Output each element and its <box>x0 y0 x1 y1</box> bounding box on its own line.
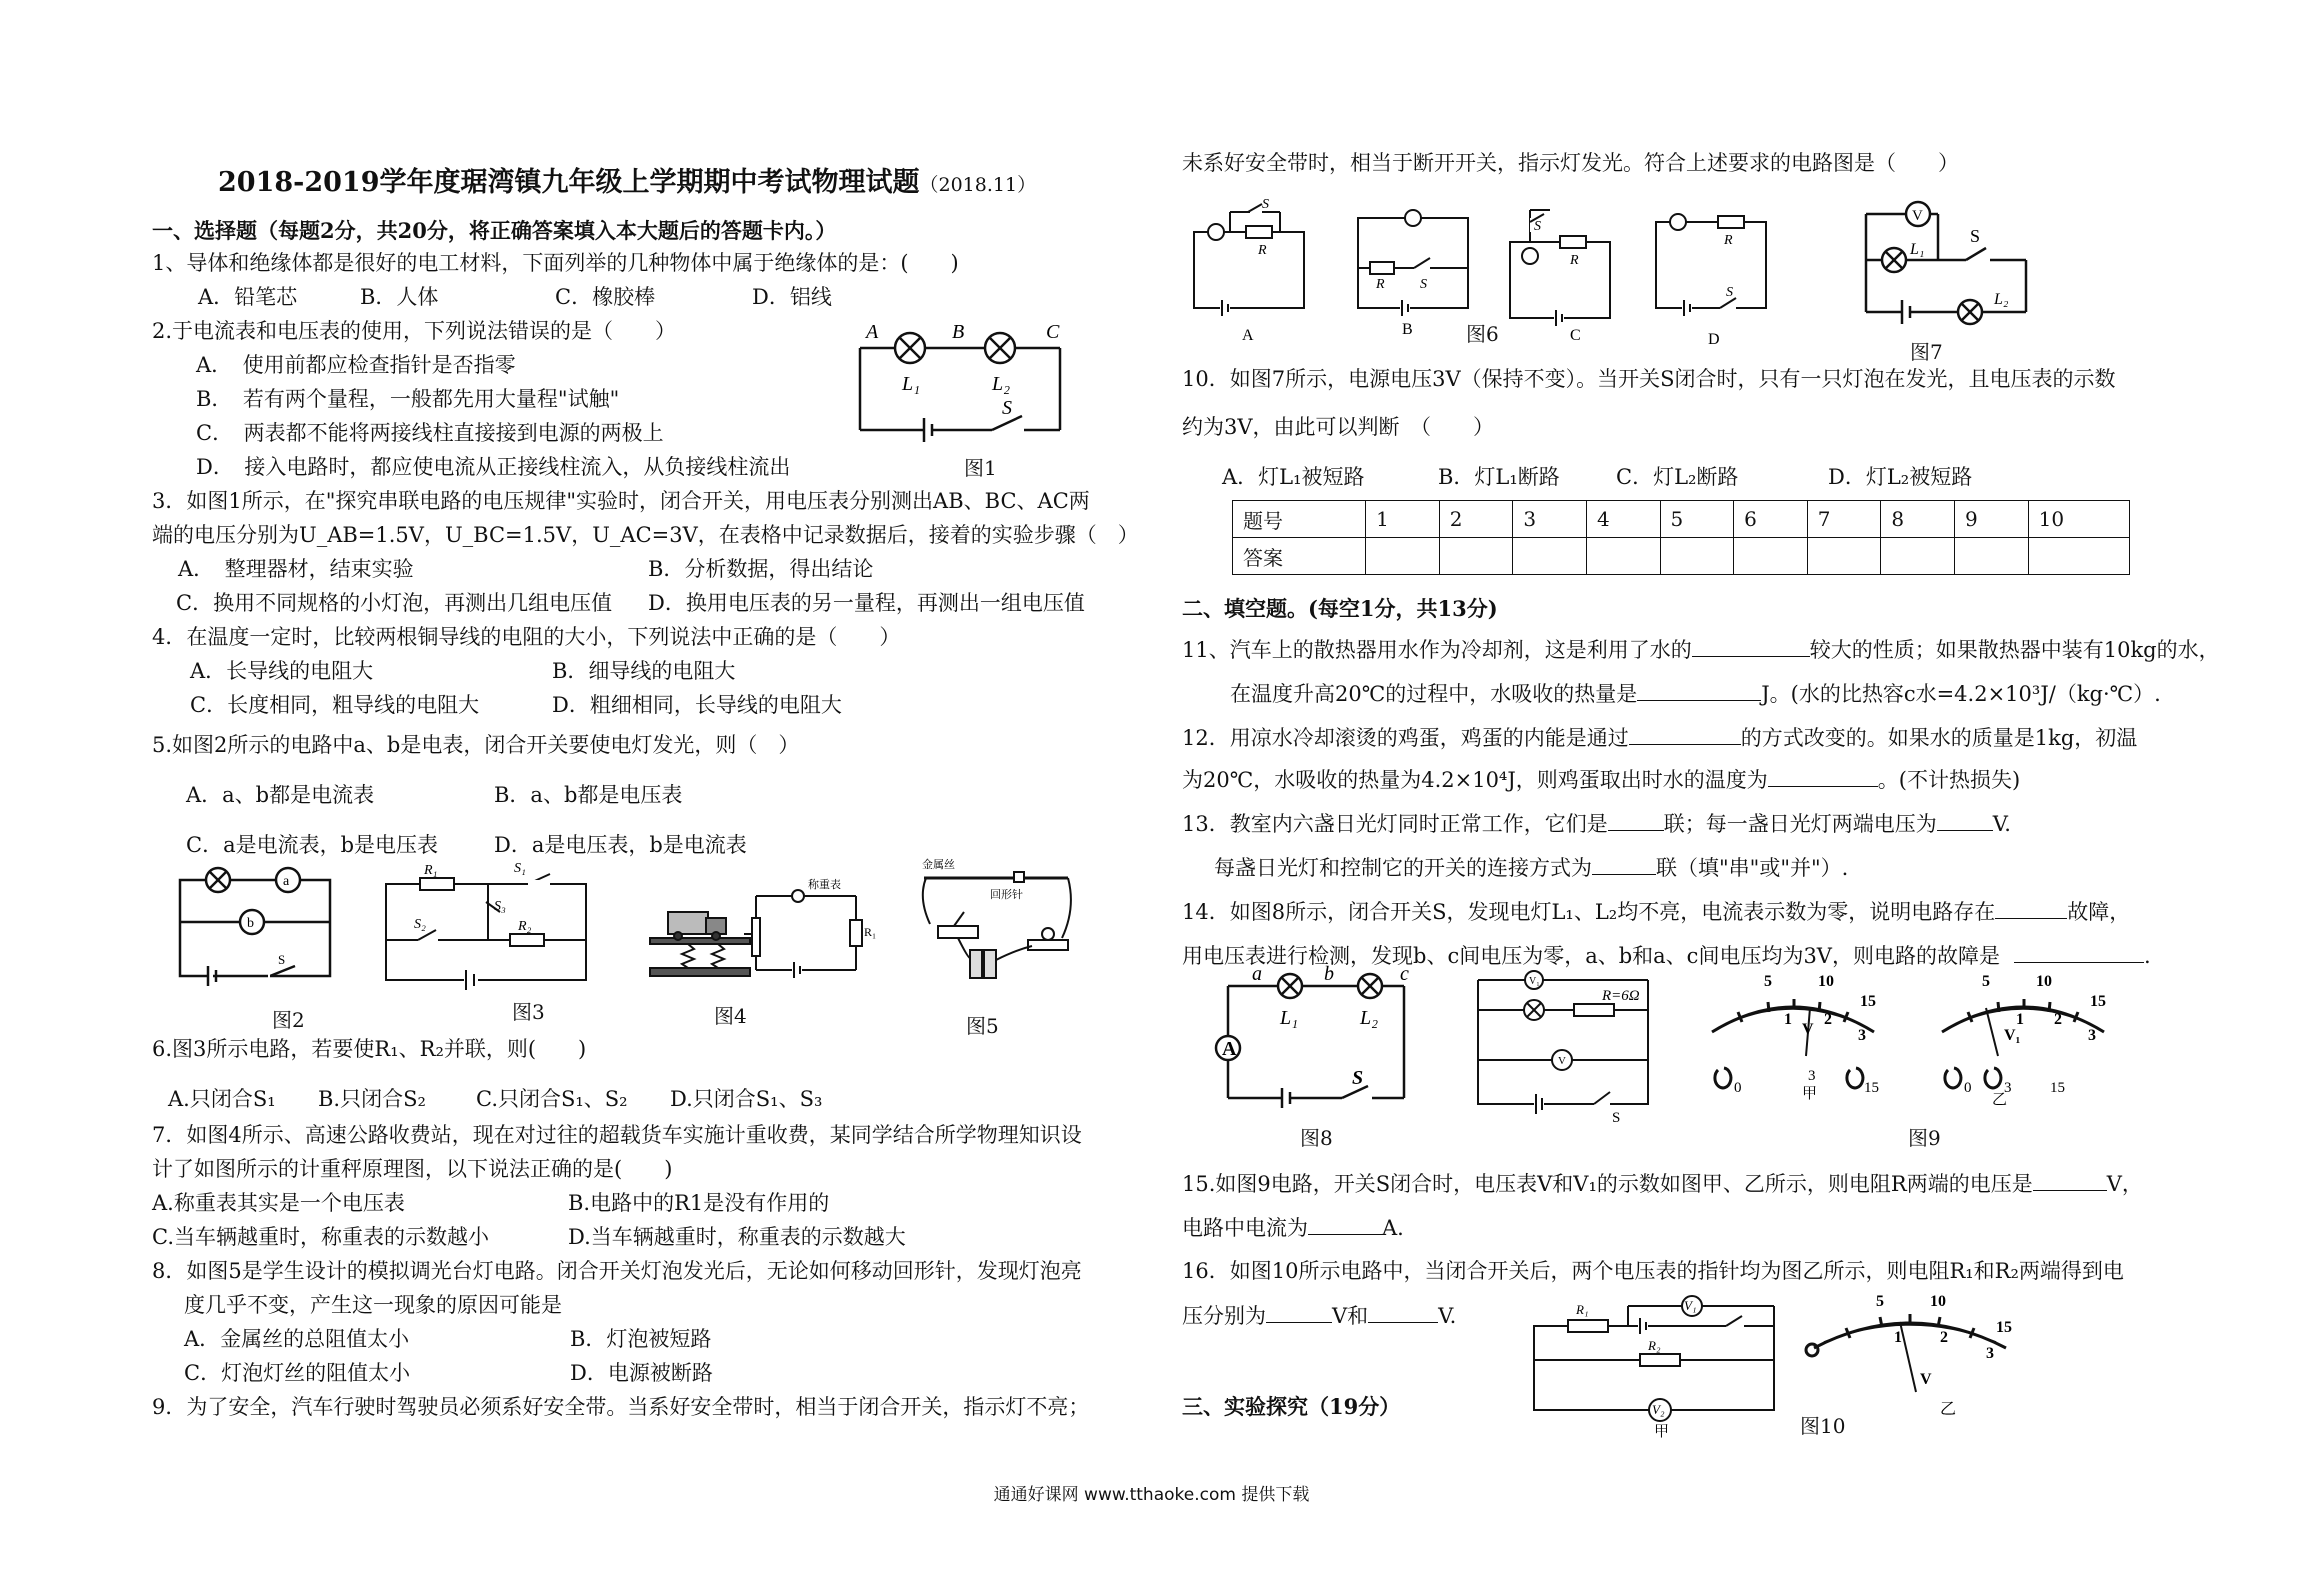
fig5-clip-label: 回形针 <box>990 889 1023 901</box>
meter-jia-terminal-0: 0 <box>1734 1080 1742 1096</box>
q10-option-a: A．灯L₁被短路 <box>1222 465 1365 489</box>
q4-option-a: A．长导线的电阻大 <box>190 659 374 683</box>
fig6c-s-label: S <box>1534 219 1541 234</box>
fig7-s-label: S <box>1970 226 1981 246</box>
fig8-point-c-label: c <box>1400 963 1409 985</box>
answer-table-number: 1 <box>1366 501 1440 538</box>
meter-jia-v-label: V <box>1802 1021 1814 1038</box>
fig10-meter-scale-3: 3 <box>1986 1345 1994 1362</box>
q16-line-1: 16．如图10所示电路中，当闭合开关后，两个电压表的指针均为图乙所示，则电阻R₁和R₂两端得到电 <box>1182 1259 2124 1283</box>
figure-2 <box>170 866 340 986</box>
fig4-r1-label: R₁ <box>864 925 877 939</box>
meter-yi-terminal-3: 3 <box>2004 1080 2012 1096</box>
q2-option-c: C． 两表都不能将两接线柱直接接到电源的两极上 <box>196 421 664 445</box>
q7-option-d: D.当车辆越重时，称重表的示数越大 <box>568 1225 906 1249</box>
figure-5 <box>918 854 1078 994</box>
fig8-caption: 图8 <box>1300 1126 1333 1150</box>
answer-table-number: 8 <box>1881 501 1955 538</box>
figure-7 <box>1858 196 2068 336</box>
meter-yi-scale-3: 3 <box>2088 1027 2096 1044</box>
q12-line-1: 12．用凉水冷却滚烫的鸡蛋，鸡蛋的内能是通过 的方式改变的。如果水的质量是1kg，初温 <box>1182 726 2138 750</box>
section-2-heading: 二、填空题。(每空1分，共13分) <box>1182 596 1498 621</box>
answer-table-row1-label: 题号 <box>1233 501 1366 538</box>
answer-cell[interactable] <box>1734 538 1808 575</box>
fig6d-s-label: S <box>1726 285 1733 300</box>
q2-option-d: D． 接入电路时，都应使电流从正接线柱流入，从负接线柱流出 <box>196 455 791 479</box>
fig10-meter-v-label: V <box>1920 1371 1932 1388</box>
figure-1 <box>852 318 1077 458</box>
fig9-resistor-label: R=6Ω <box>1602 988 1640 1004</box>
fig7-voltmeter-label: V <box>1912 208 1923 224</box>
fig8-s-label: S <box>1352 1067 1364 1089</box>
answer-table-answer-row <box>1233 538 2130 575</box>
q7-option-b: B.电路中的R1是没有作用的 <box>568 1191 830 1215</box>
figure-4 <box>648 866 877 986</box>
q1-stem: 1、导体和绝缘体都是很好的电工材料，下面列举的几种物体中属于绝缘体的是：( ) <box>152 251 959 275</box>
fig10-jia-caption: 甲 <box>1654 1424 1670 1440</box>
q14-blank-1[interactable] <box>1995 898 2067 919</box>
footer-credit: 通通好课网 www.tthaoke.com 提供下载 <box>993 1485 1310 1505</box>
answer-table-number: 10 <box>2028 501 2129 538</box>
answer-table-number: 4 <box>1586 501 1660 538</box>
q3-option-c: C．换用不同规格的小灯泡，再测出几组电压值 <box>176 591 613 615</box>
q3-line-2: 端的电压分别为U_AB=1.5V，U_BC=1.5V，U_AC=3V，在表格中记录数据后，接着的实验步骤（ ） <box>152 523 1139 547</box>
q14-line-2: 用电压表进行检测，发现b、c间电压为零，a、b和a、c间电压均为3V，则电路的故障是 . <box>1182 944 2151 968</box>
q13-blank-1[interactable] <box>1608 810 1664 831</box>
fig2-caption: 图2 <box>272 1008 305 1032</box>
fig5-caption: 图5 <box>966 1014 999 1038</box>
fig1-point-b-label: B <box>952 321 965 343</box>
fig1-point-a-label: A <box>866 321 879 343</box>
q2-option-a: A． 使用前都应检查指针是否指零 <box>196 353 516 377</box>
answer-table-number: 9 <box>1954 501 2028 538</box>
q12-line-2: 为20℃，水吸收的热量为4.2×10⁴J，则鸡蛋取出时水的温度为 。(不计热损失) <box>1182 768 2021 792</box>
q10-option-d: D．灯L₂被短路 <box>1828 465 1973 489</box>
meter-yi-scale-15: 15 <box>2090 993 2106 1010</box>
q5-stem: 5.如图2所示的电路中a、b是电表，闭合开关要使电灯发光，则（ ） <box>152 733 800 757</box>
q14-blank-2[interactable] <box>2014 942 2144 963</box>
q6-stem: 6.图3所示电路，若要使R₁、R₂并联，则( ) <box>152 1037 587 1061</box>
fig5-wire-label: 金属丝 <box>922 859 955 871</box>
q1-option-d: D．铝线 <box>752 285 832 309</box>
q13-blank-3[interactable] <box>1592 854 1656 875</box>
fig2-meter-a-label: a <box>283 874 290 889</box>
q7-line-1: 7．如图4所示、高速公路收费站，现在对过往的超载货车实施计重收费，某同学结合所学物理知识设 <box>152 1123 1082 1147</box>
answer-cell[interactable] <box>2028 538 2129 575</box>
fig9-s-label: S <box>1612 1110 1621 1126</box>
fig10-meter-scale-5: 5 <box>1876 1293 1884 1310</box>
fig3-s1-label: S₁ <box>514 861 526 876</box>
q4-option-c: C．长度相同，粗导线的电阻大 <box>190 693 480 717</box>
q1-option-c: C．橡胶棒 <box>555 285 656 309</box>
fig1-lamp2-label: L₂ <box>992 373 1011 395</box>
answer-cell[interactable] <box>1660 538 1734 575</box>
fig6-option-b-label: B <box>1402 321 1413 338</box>
q10-line-2: 约为3V，由此可以判断 （ ） <box>1182 415 1495 439</box>
fig10-meter-scale-15: 15 <box>1996 1319 2012 1336</box>
fig6-option-d-label: D <box>1708 331 1720 348</box>
answer-table-number: 5 <box>1660 501 1734 538</box>
q11-line-2: 在温度升高20℃的过程中，水吸收的热量是 J。(水的比热容c水=4.2×10³J/（kg·℃）. <box>1230 682 2161 706</box>
meter-yi-scale-5: 5 <box>1982 973 1990 990</box>
answer-cell[interactable] <box>1881 538 1955 575</box>
exam-title: 2018-2019学年度琚湾镇九年级上学期期中考试物理试题（2018.11） <box>218 167 1037 198</box>
fig10-caption: 图10 <box>1800 1414 1846 1438</box>
fig3-s2-label: S₂ <box>414 917 426 932</box>
q6-option-d: D.只闭合S₁、S₃ <box>670 1087 823 1111</box>
fig10-yi-caption: 乙 <box>1940 1401 1957 1418</box>
q16-blank-2[interactable] <box>1368 1302 1438 1323</box>
q9-line-1: 9．为了安全，汽车行驶时驾驶员必须系好安全带。当系好安全带时，相当于闭合开关，指示灯不亮； <box>152 1395 1090 1419</box>
fig10-meter-scale-1: 1 <box>1894 1329 1902 1346</box>
fig8-l2-label: L₂ <box>1360 1007 1379 1029</box>
answer-table-header-row <box>1233 501 2130 538</box>
q13-line-1: 13．教室内六盏日光灯同时正常工作，它们是 联；每一盏日光灯两端电压为 V. <box>1182 812 2011 836</box>
fig6a-s-label: S <box>1262 197 1269 212</box>
fig6-option-c-label: C <box>1570 327 1581 344</box>
fig1-lamp1-label: L₁ <box>902 373 921 395</box>
fig8-ammeter-label: A <box>1222 1038 1237 1060</box>
fig6c-r-label: R <box>1570 253 1579 268</box>
answer-cell[interactable] <box>1366 538 1440 575</box>
q4-option-b: B．细导线的电阻大 <box>552 659 736 683</box>
q7-line-2: 计了如图所示的计重秤原理图，以下说法正确的是( ) <box>152 1157 673 1181</box>
figure-9-meter-jia <box>1698 962 1898 1102</box>
fig4-caption: 图4 <box>714 1004 747 1028</box>
q8-line-2: 度几乎不变，产生这一现象的原因可能是 <box>184 1293 562 1317</box>
answer-table-number: 7 <box>1807 501 1881 538</box>
fig4-meter-label: 称重表 <box>808 879 841 891</box>
meter-jia-scale-2: 2 <box>1824 1011 1832 1028</box>
answer-cell[interactable] <box>1954 538 2028 575</box>
q7-option-a: A.称重表其实是一个电压表 <box>152 1191 405 1215</box>
fig3-s3-label: S₃ <box>494 899 506 914</box>
fig6-option-a-label: A <box>1242 327 1254 344</box>
fig1-point-c-label: C <box>1046 321 1060 343</box>
answer-table-number: 6 <box>1734 501 1808 538</box>
answer-cell[interactable] <box>1807 538 1881 575</box>
fig10-meter-scale-2: 2 <box>1940 1329 1948 1346</box>
answer-cell[interactable] <box>1586 538 1660 575</box>
q8-option-c: C．灯泡灯丝的阻值太小 <box>184 1361 411 1385</box>
fig7-l1-label: L₁ <box>1910 241 1925 258</box>
meter-jia-scale-5: 5 <box>1764 973 1772 990</box>
q8-option-b: B．灯泡被短路 <box>570 1327 712 1351</box>
figure-9-meter-yi <box>1928 962 2128 1108</box>
q15-line-1: 15.如图9电路，开关S闭合时，电压表V和V₁的示数如图甲、乙所示，则电阻R两端的电压是 V， <box>1182 1172 2143 1196</box>
fig6b-s-label: S <box>1420 277 1427 292</box>
q5-option-b: B．a、b都是电压表 <box>494 783 683 807</box>
fig3-r1-label: R₁ <box>424 863 438 878</box>
answer-table-row2-label: 答案 <box>1233 538 1366 575</box>
meter-jia-caption: 甲 <box>1802 1086 1818 1102</box>
meter-yi-scale-2: 2 <box>2054 1011 2062 1028</box>
answer-table <box>1232 500 2130 575</box>
q5-option-a: A．a、b都是电流表 <box>186 783 375 807</box>
q11-blank-2[interactable] <box>1637 680 1761 701</box>
q4-stem: 4．在温度一定时，比较两根铜导线的电阻的大小，下列说法中正确的是（ ） <box>152 625 901 649</box>
fig10-r1-label: R₁ <box>1576 1302 1589 1317</box>
q9-line-2: 未系好安全带时，相当于断开开关，指示灯发光。符合上述要求的电路图是（ ） <box>1182 151 1959 175</box>
q14-line-1: 14．如图8所示，闭合开关S，发现电灯L₁、L₂均不亮，电流表示数为零，说明电路存在 故障， <box>1182 900 2131 924</box>
figure-10-circuit <box>1528 1296 1788 1440</box>
fig2-switch-label: S <box>278 952 286 967</box>
q11-blank-1[interactable] <box>1692 636 1810 657</box>
fig3-r2-label: R₂ <box>518 919 532 934</box>
fig6d-r-label: R <box>1724 233 1733 248</box>
fig6-caption: 图6 <box>1466 322 1499 346</box>
meter-yi-caption: 乙 <box>1992 1092 2008 1108</box>
q12-blank-2[interactable] <box>1768 766 1878 787</box>
figure-9-circuit <box>1474 964 1684 1124</box>
meter-yi-scale-1: 1 <box>2016 1011 2024 1028</box>
q8-option-d: D．电源被断路 <box>570 1361 713 1385</box>
q11-line-1: 11、汽车上的散热器用水作为冷却剂，这是利用了水的 较大的性质；如果散热器中装有10kg的水， <box>1182 638 2220 662</box>
fig8-l1-label: L₁ <box>1280 1007 1299 1029</box>
fig9-caption: 图9 <box>1908 1126 1941 1150</box>
q10-option-c: C．灯L₂断路 <box>1616 465 1739 489</box>
meter-jia-terminal-15: 15 <box>1864 1080 1879 1096</box>
fig9-v-meter-label: V <box>1558 1055 1566 1067</box>
fig8-point-a-label: a <box>1252 963 1262 985</box>
fig6a-r-label: R <box>1258 243 1267 258</box>
q16-blank-1[interactable] <box>1266 1302 1332 1323</box>
fig1-switch-label: S <box>1002 397 1012 419</box>
meter-jia-scale-3: 3 <box>1858 1027 1866 1044</box>
figure-6 <box>1190 196 1810 346</box>
answer-table-number: 2 <box>1439 501 1513 538</box>
meter-jia-scale-10: 10 <box>1818 973 1834 990</box>
fig10-r2-label: R₂ <box>1648 1338 1661 1353</box>
section-1-heading: 一、选择题（每题2分，共20分，将正确答案填入本大题后的答题卡内。） <box>152 218 837 243</box>
q2-option-b: B． 若有两个量程，一般都先用大量程"试触" <box>196 387 620 411</box>
q13-line-2: 每盏日光灯和控制它的开关的连接方式为 联（填"串"或"并"）. <box>1214 856 1849 880</box>
q6-option-a: A.只闭合S₁ <box>168 1087 276 1111</box>
q4-option-d: D．粗细相同，长导线的电阻大 <box>552 693 842 717</box>
q3-option-a: A． 整理器材，结束实验 <box>178 557 414 581</box>
figure-8 <box>1212 962 1432 1102</box>
q15-blank-1[interactable] <box>2033 1170 2107 1191</box>
q3-line-1: 3．如图1所示，在"探究串联电路的电压规律"实验时，闭合开关，用电压表分别测出AB、BC、AC两 <box>152 489 1090 513</box>
fig8-point-b-label: b <box>1324 963 1334 985</box>
q13-blank-2[interactable] <box>1937 810 1993 831</box>
meter-yi-v1-label: V₁ <box>2004 1027 2021 1044</box>
fig6b-r-label: R <box>1376 277 1385 292</box>
meter-yi-terminal-0: 0 <box>1964 1080 1972 1096</box>
q1-option-b: B．人体 <box>360 285 439 309</box>
fig10-v1-label: V₁ <box>1684 1298 1697 1313</box>
meter-yi-terminal-15: 15 <box>2050 1080 2065 1096</box>
fig7-caption: 图7 <box>1910 340 1943 364</box>
q5-option-c: C．a是电流表，b是电压表 <box>186 833 439 857</box>
meter-jia-scale-15: 15 <box>1860 993 1876 1010</box>
fig10-v2-label: V₂ <box>1652 1402 1665 1417</box>
q16-line-2: 压分别为 V和 V. <box>1182 1304 1457 1328</box>
q15-blank-2[interactable] <box>1308 1214 1382 1235</box>
fig3-caption: 图3 <box>512 1000 545 1024</box>
q6-option-b: B.只闭合S₂ <box>318 1087 426 1111</box>
meter-jia-terminal-3: 3 <box>1808 1068 1816 1084</box>
fig9-v1-meter-label: V₁ <box>1529 976 1540 987</box>
q8-option-a: A．金属丝的总阻值太小 <box>184 1327 410 1351</box>
answer-cell[interactable] <box>1439 538 1513 575</box>
fig7-l2-label: L₂ <box>1994 291 2009 308</box>
q3-option-d: D．换用电压表的另一量程，再测出一组电压值 <box>648 591 1085 615</box>
q3-option-b: B．分析数据，得出结论 <box>648 557 874 581</box>
figure-3 <box>378 862 598 990</box>
q12-blank-1[interactable] <box>1629 724 1741 745</box>
meter-yi-scale-10: 10 <box>2036 973 2052 990</box>
answer-cell[interactable] <box>1513 538 1587 575</box>
q2-stem: 2.于电流表和电压表的使用，下列说法错误的是（ ） <box>152 319 677 343</box>
meter-jia-scale-1: 1 <box>1784 1011 1792 1028</box>
section-3-heading: 三、实验探究（19分） <box>1182 1394 1401 1419</box>
fig1-caption: 图1 <box>964 456 997 480</box>
fig2-meter-b-label: b <box>247 916 254 931</box>
q8-line-1: 8．如图5是学生设计的模拟调光台灯电路。闭合开关灯泡发光后，无论如何移动回形针，发现灯泡亮 <box>152 1259 1082 1283</box>
q15-line-2: 电路中电流为 A. <box>1182 1216 1404 1240</box>
q6-option-c: C.只闭合S₁、S₂ <box>476 1087 628 1111</box>
answer-table-number: 3 <box>1513 501 1587 538</box>
q5-option-d: D．a是电压表，b是电流表 <box>494 833 747 857</box>
q7-option-c: C.当车辆越重时，称重表的示数越小 <box>152 1225 489 1249</box>
q1-option-a: A．铅笔芯 <box>198 285 298 309</box>
q10-line-1: 10．如图7所示，电源电压3V（保持不变）。当开关S闭合时，只有一只灯泡在发光，且电压表的示数 <box>1182 367 2116 391</box>
q10-option-b: B．灯L₁断路 <box>1438 465 1560 489</box>
fig10-meter-scale-10: 10 <box>1930 1293 1946 1310</box>
